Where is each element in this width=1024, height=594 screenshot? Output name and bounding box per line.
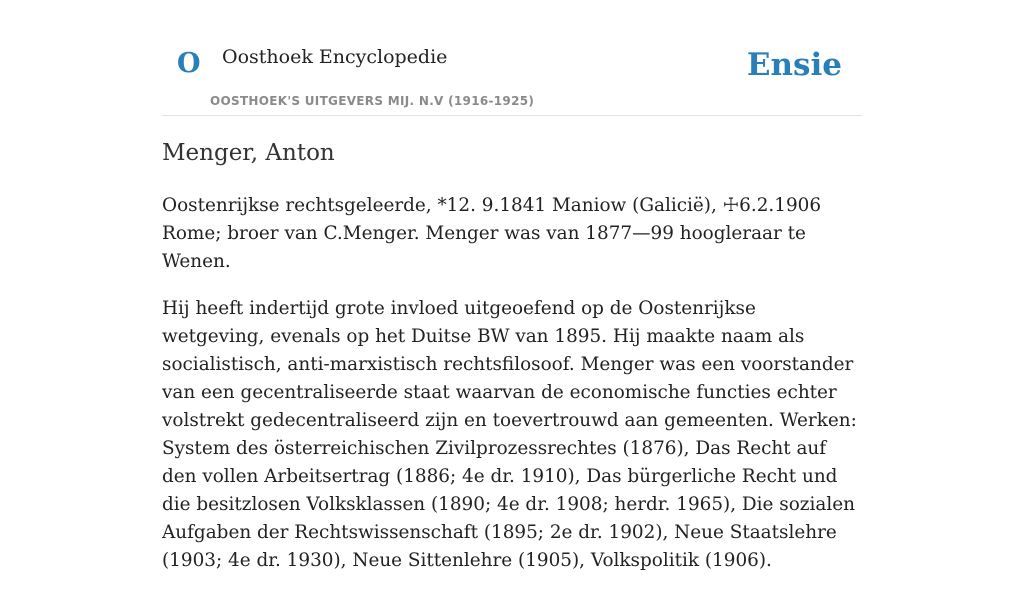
article-title: Menger, Anton	[162, 140, 335, 166]
page	[162, 0, 862, 571]
site-title[interactable]: Oosthoek Encyclopedie	[222, 46, 448, 68]
article-paragraph: Oostenrijkse rechtsgeleerde, *12. 9.1841 Maniow (Galicië), ☩6.2.1906 Rome; broer van C.Menger. Menger was van 1877—99 hoogleraar te Wenen.	[162, 195, 822, 272]
site-header	[162, 0, 862, 116]
brand-logo[interactable]: Ensie	[746, 47, 842, 83]
site-logo[interactable]: O	[177, 48, 201, 79]
article-body	[162, 192, 862, 594]
site-subtitle: OOSTHOEK'S UITGEVERS MIJ. N.V (1916-1925)	[210, 94, 535, 108]
article-paragraph: Hij heeft indertijd grote invloed uitgeoefend op de Oostenrijkse wetgeving, evenals op het Duitse BW van 1895. Hij maakte naam als socialistisch, anti-marxistisch rechtsfilosoof. Menger was een voorstander van een gecentraliseerde staat waarvan de economische functies echter volstrekt gedecentraliseerd zijn en toevertrouwd aan gemeenten. Werken: System des österreichischen Zivilprozessrechtes (1876), Das Recht auf den vollen Arbeitsertrag (1886; 4e dr. 1910), Das bürgerliche Recht und die besitzlosen Volksklassen (1890; 4e dr. 1908; herdr. 1965), Die sozialen Aufgaben der Rechtswissenschaft (1895; 2e dr. 1902), Neue Staatslehre (1903; 4e dr. 1930), Neue Sittenlehre (1905), Volkspolitik (1906).	[162, 298, 857, 571]
